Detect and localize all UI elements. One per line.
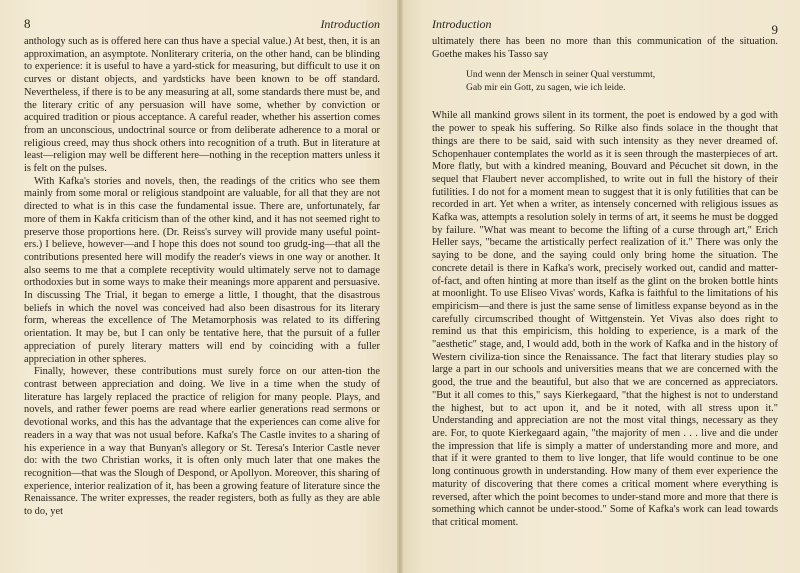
- verse-line-1: Und wenn der Mensch in seiner Qual verstummt,: [466, 69, 656, 81]
- right-running-title: Introduction: [432, 17, 492, 31]
- right-running-head: [432, 16, 778, 37]
- goethe-verse-quote: [466, 69, 778, 94]
- book-gutter: [397, 0, 403, 573]
- right-paragraph: While all mankind grows silent in its torment, the poet is endowed by a god with the power to speak his suffering. So Rilke also finds solace in the thought that things are there to be said, said with such intensity as they never dreamed of. Schopenhauer contemplates the world as it is seen through the masterpieces of art. More flatly, but with a kindred meaning, Bouvard and Pécuchet sit down, in the sequel that Flaubert never accomplished, to write out in full the history of their futilities. I do not for a moment mean to suggest that it is only futilities that can be recorded in art. Yet when a writer, as intensely concerned with religious issues as Kafka was, attempts a resolution solely in terms of art, it seems he must be dogged by failure. "What was meant to become the lifting of a curse through art," Erich Heller says, "became the artistically perfect realization of it." There was only the saying to be done, and the saying could only bring home the situation. The concrete detail is there in Kafka's work, precisely worked out, candid and matter-of-fact, and often hinting at more than itself as the glint on the broken bottle hints at moonlight. To use Eliseo Vivas' words, Kafka is faithful to the limitations of his empiricism—and there is just the same sense of limitless expanse beyond as in the carefully circumscribed thought of Wittgenstein. Yet Vivas also does right to remind us that this empiricism, this holding to experience, is a mark of the "aesthetic" stage, and, I would add, both in the work of Kafka and in the history of Western civiliza-tion since the Renaissance. The fact that literary studies play so large a part in our schools and universities means that we are concerned with the good, the true and the beautiful, but also that we are concerned as appreciators. "But it all comes to this," says Kierkegaard, "that the highest is not to understand the highest, but to act upon it, and be it noted, with all stress upon it." Understanding and appreciation are not the most vital things, necessary as they are. For, to quote Kierkegaard again, "the majority of men . . . live and die under the impression that life is simply a matter of understanding more and more, and that if it were granted to them to live longer, that life would continue to be one long continuous growth in understanding. How many of them ever experience the maturity of discovering that there comes a critical moment where everything is reversed, after which the point becomes to under-stand more and more that there is something which cannot be under-stood." Some of Kafka's work can lead towards that critical moment.: [432, 110, 778, 528]
- right-page: [400, 0, 800, 573]
- left-paragraph-3: Finally, however, these contributions must surely force on our atten-tion the contrast between appreciation and doing. We live in a time when the study of literature has largely replaced the practice of religion for many people. Plays, and novels, and rather fewer poems are read where earlier generations read sermons or devotional works, and this has the advantage that the experiences can come alive for readers in a way that was not usual before. Kafka's The Castle invites to a sharing of his experience in a way that Bunyan's allegory or St. Teresa's Interior Castle never do: with the two Christian works, it is often only much later that one makes the recognition—that was the Slough of Despond, or Apollyon. Moreover, this sharing of experience, interior realization of it, has been a growing feature of literature since the Renaissance. The writer expresses, the reader registers, both as fully as they are able to do, yet: [24, 366, 380, 518]
- right-opening-paragraph: ultimately there has been no more than this communication of the situation. Goethe makes his Tasso say: [432, 36, 778, 60]
- verse-line-2: Gab mir ein Gott, zu sagen, wie ich leide.: [466, 81, 626, 93]
- left-paragraph-2: With Kafka's stories and novels, then, the readings of the critics who see them mainly from some moral or religious standpoint are valuable, for all that they are not directed to what is in this case the fundamental issue. There are, unfortunately, far more of them in Kakfa criticism than of the other kind, and it has not seemed right to preserve those proportions here. (Dr. Reiss's survey will provide many useful point-ers.) I believe, however—and I hope this does not sound too grudg-ing—that all the contributions presented here will modify the reader's views in one way or another. It also seems to me that a complete receptivity would ultimately serve not to damage orthodoxies but in some ways to make their meanings more apparent and persuasive. In discussing The Trial, it began to emerge a little, I thought, that the disastrous beliefs in which the novel was conceived had also been disastrous for its literary form, whereas the excellence of The Metamorphosis was related to its differing orientation. It may be, but I can only be tentative here, that the pursuit of a fuller appreciation of purely literary matters will end by coinciding with a fuller appreciation in other spheres.: [24, 175, 380, 365]
- left-page-body: [24, 36, 380, 519]
- right-page-body: [432, 36, 778, 530]
- left-running-title: Introduction: [320, 17, 380, 31]
- left-page-number: 8: [24, 16, 31, 31]
- left-running-head: [24, 16, 380, 32]
- right-page-number: 9: [771, 22, 778, 37]
- left-paragraph-1: anthology such as is offered here can thus have a special value.) At best, then, it is an approximation, an asymptote. Nonliterary criteria, on the other hand, can be blinding to experience: it is useful to have a yard-stick for measuring, but difficult to use it on curves or distant objects, and yardsticks have been known to be off standard. Nevertheless, if there is to be any measuring at all, some standards there must be, and the literary critic of any persuasion will have some, whether by conviction or acquired tradition or pious acceptance. A careful reader, whether his assertion comes from an unconscious, undoctrinal source or from deliberate adherence to a moral or religious creed, may thus shock others into recognition of a truth. But in literature at least—religion may well be different here—nothing in the reception matters unless it is felt on the pulses.: [24, 36, 380, 175]
